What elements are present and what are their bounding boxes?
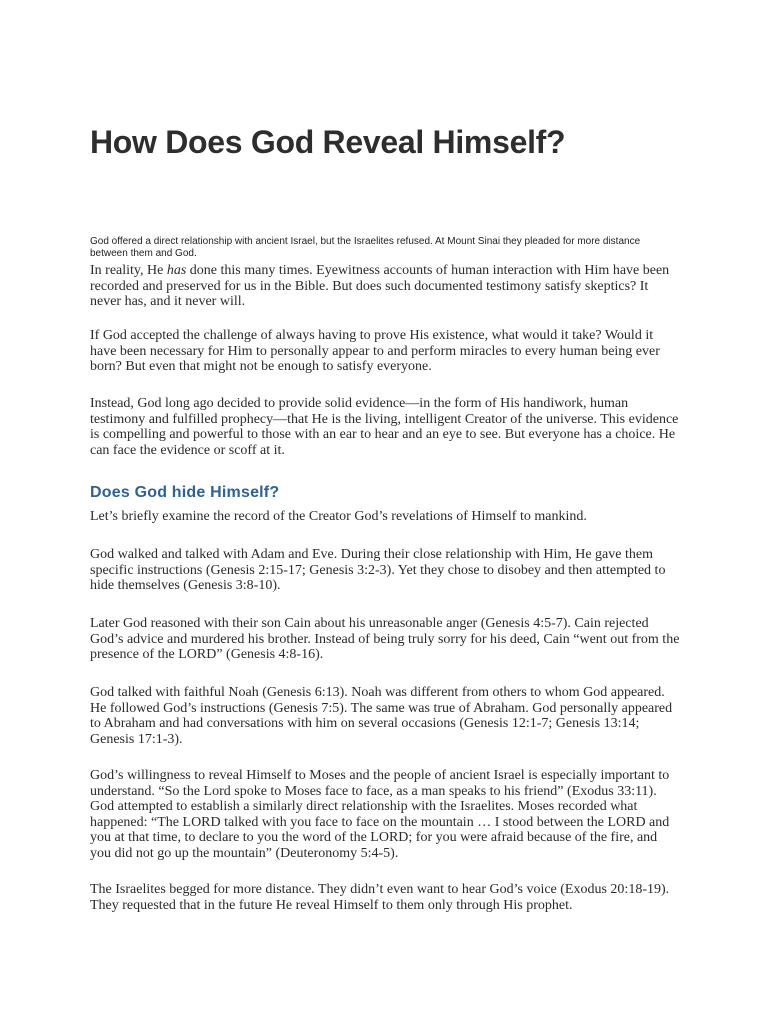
intro-paragraph-2: If God accepted the challenge of always having to prove His existence, what would it take? Would it have been necessary for Him to personally appear to and perform miracles to every human being ever born? But even that might not be enough to satisfy everyone. xyxy=(90,328,660,374)
section-heading: Does God hide Himself? xyxy=(90,484,280,501)
section-paragraph-6: The Israelites begged for more distance. They didn’t even want to hear God’s voice (Exodus 20:18-19). They requested that in the future He reveal Himself to them only through His prophet. xyxy=(90,882,670,913)
section-paragraph-3: Later God reasoned with their son Cain about his unreasonable anger (Genesis 4:5-7). Cain rejected God’s advice and murdered his brother. Instead of being truly sorry for his deed, Cain “went out from the presence of the LORD” (Genesis 4:8-16). xyxy=(90,616,680,662)
intro-paragraph-1 xyxy=(90,263,680,310)
intro-paragraph-1-before: In reality, He xyxy=(90,263,167,278)
section-paragraph-4: God talked with faithful Noah (Genesis 6:13). Noah was different from others to whom God appeared. He followed God’s instructions (Genesis 7:5). The same was true of Abraham. God personally appeared to Abraham and had conversations with him on several occasions (Genesis 12:1-7; Genesis 13:14; Genesis 17:1-3). xyxy=(90,685,673,747)
section-paragraph-2: God walked and talked with Adam and Eve. During their close relationship with Him, He gave them specific instructions (Genesis 2:15-17; Genesis 3:2-3). Yet they chose to disobey and then attempted to hide themselves (Genesis 3:8-10). xyxy=(90,547,666,593)
image-caption: God offered a direct relationship with ancient Israel, but the Israelites refused. At Mount Sinai they pleaded for more distance between them and God. xyxy=(90,236,641,259)
section-paragraph-5: God’s willingness to reveal Himself to Moses and the people of ancient Israel is especially important to understand. “So the Lord spoke to Moses face to face, as a man speaks to his friend” (Exodus 33:11). God attempted to establish a similarly direct relationship with the Israelites. Moses recorded what happened: “The LORD talked with you face to face on the mountain … I stood between the LORD and you at that time, to declare to you the word of the LORD; for you were afraid because of the fire, and you did not go up the mountain” (Deuteronomy 5:4-5). xyxy=(90,768,670,861)
section-paragraph-1: Let’s briefly examine the record of the Creator God’s revelations of Himself to mankind. xyxy=(90,509,587,524)
intro-paragraph-1-emphasis: has xyxy=(166,263,187,278)
intro-paragraph-3: Instead, God long ago decided to provide solid evidence—in the form of His handiwork, human testimony and fulfilled prophecy—that He is the living, intelligent Creator of the universe. This evidence is compelling and powerful to those with an ear to hear and an eye to see. But everyone has a choice. He can face the evidence or scoff at it. xyxy=(90,396,679,458)
intro-paragraph-1-after: done this many times. Eyewitness accounts of human interaction with Him have been recorded and preserved for us in the Bible. But does such documented testimony satisfy skeptics? It never has, and it never will. xyxy=(90,263,670,309)
article-title: How Does God Reveal Himself? xyxy=(90,124,566,160)
